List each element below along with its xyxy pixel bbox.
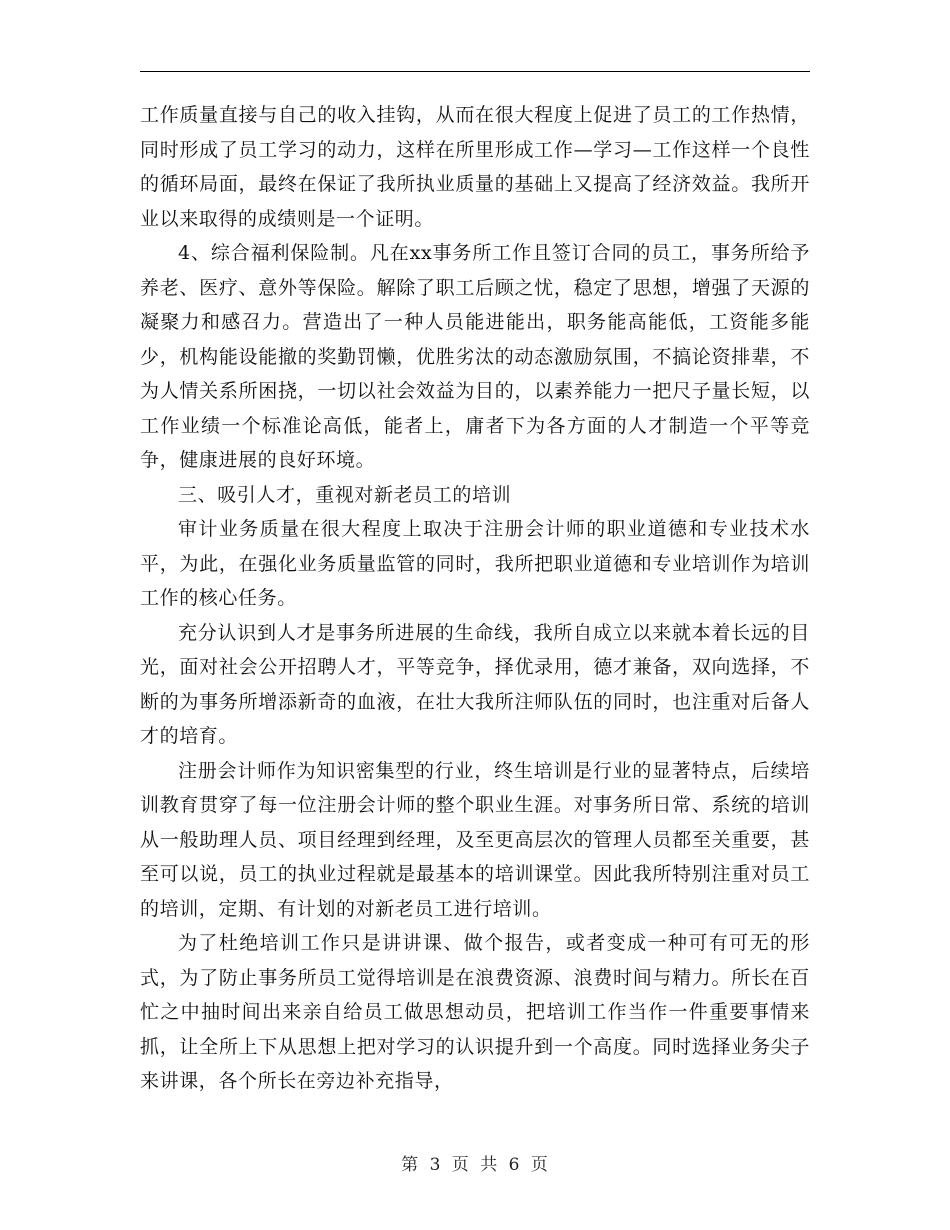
paragraph-6: 为了杜绝培训工作只是讲讲课、做个报告，或者变成一种可有可无的形式，为了防止事务所员工觉得培训是在浪费资源、浪费时间与精力。所长在百忙之中抽时间出来亲自给员工做思想动员，把培训工作当作一件重要事情来抓，让全所上下从思想上把对学习的认识提升到一个高度。同时选择业务尖子来讲课，各个所长在旁边补充指导， — [140, 932, 810, 1092]
footer-label-di: 第 — [401, 1155, 420, 1175]
footer-total-pages: 6 — [508, 1155, 521, 1175]
header-rule — [140, 71, 810, 72]
footer-label-ye2: 页 — [530, 1155, 549, 1175]
paragraph-4: 充分认识到人才是事务所进展的生命线，我所自成立以来就本着长远的目光，面对社会公开招聘人才，平等竞争，择优录用，德才兼备，双向选择，不断的为事务所增添新奇的血液，在壮大我所注师队伍的同时，也注重对后备人才的培育。 — [140, 621, 810, 747]
footer-current-page: 3 — [429, 1155, 442, 1175]
paragraph-3: 审计业务质量在很大程度上取决于注册会计师的职业道德和专业技术水平，为此，在强化业务质量监管的同时，我所把职业道德和专业培训作为培训工作的核心任务。 — [140, 518, 810, 609]
footer-label-gong: 共 — [480, 1155, 499, 1175]
paragraph-5: 注册会计师作为知识密集型的行业，终生培训是行业的显著特点，后续培训教育贯穿了每一位注册会计师的整个职业生涯。对事务所日常、系统的培训从一般助理人员、项目经理到经理，及至更高层次的管理人员都至关重要，甚至可以说，员工的执业过程就是最基本的培训课堂。因此我所特别注重对员工的培训，定期、有计划的对新老员工进行培训。 — [140, 759, 810, 920]
document-body — [140, 98, 810, 1099]
page-footer — [0, 1150, 950, 1175]
footer-label-ye: 页 — [451, 1155, 470, 1175]
section-heading: 三、吸引人才，重视对新老员工的培训 — [178, 483, 512, 506]
paragraph-1: 工作质量直接与自己的收入挂钩，从而在很大程度上促进了员工的工作热情，同时形成了员工学习的动力，这样在所里形成工作—学习—工作这样一个良性的循环局面，最终在保证了我所执业质量的基础上又提高了经济效益。我所开业以来取得的成绩则是一个证明。 — [140, 104, 810, 230]
paragraph-2: 4、综合福利保险制。凡在xx事务所工作且签订合同的员工，事务所给予养老、医疗、意外等保险。解除了职工后顾之忧，稳定了思想，增强了天源的凝聚力和感召力。营造出了一种人员能进能出，职务能高能低，工资能多能少，机构能设能撤的奖勤罚懒，优胜劣汰的动态激励氛围，不搞论资排辈，不为人情关系所困挠，一切以社会效益为目的，以素养能力一把尺子量长短，以工作业绩一个标准论高低，能者上，庸者下为各方面的人才制造一个平等竞争，健康进展的良好环境。 — [140, 242, 810, 471]
